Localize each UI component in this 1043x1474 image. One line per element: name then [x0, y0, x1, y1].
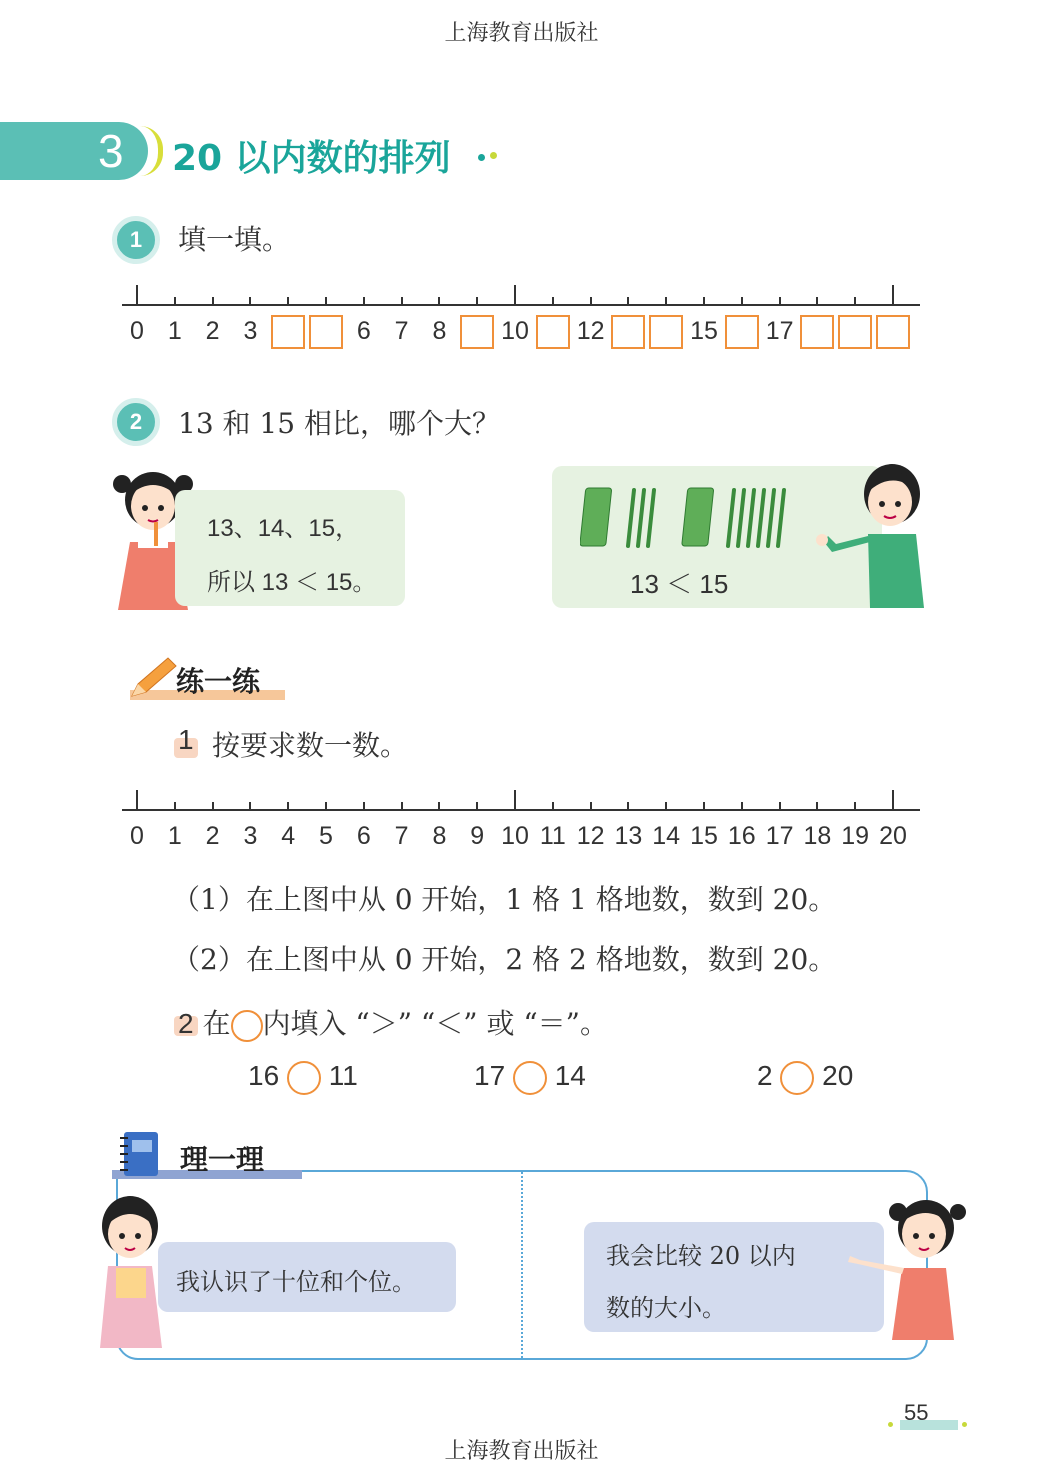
compare-blank-circle[interactable]: [780, 1061, 814, 1095]
compare-left: 16: [248, 1060, 280, 1091]
compare-row-1: [248, 1060, 358, 1095]
section-band: [0, 122, 148, 180]
number-line-label: 0: [130, 822, 144, 850]
number-line-tick: [136, 285, 138, 305]
number-line-label: 10: [501, 317, 529, 345]
number-line-tick: [665, 297, 667, 305]
item-badge-1: 1: [112, 216, 160, 264]
number-line-label: 17: [765, 317, 794, 345]
number-line-blank-box[interactable]: [536, 315, 570, 349]
compare-blank-circle[interactable]: [513, 1061, 547, 1095]
summary-divider: [521, 1172, 523, 1358]
publisher-header: 上海教育出版社: [444, 21, 599, 46]
number-line-label: 9: [470, 822, 485, 850]
publisher-footer: 上海教育出版社: [444, 1439, 599, 1464]
number-line-label: 4: [281, 822, 296, 850]
number-line-tick: [438, 802, 440, 810]
compare-right: 14: [554, 1060, 586, 1091]
number-line-tick: [703, 297, 705, 305]
q1-sub1: （1）在上图中从 0 开始，1 格 1 格地数，数到 20。: [172, 883, 837, 916]
sticks-bundle-illustration: [580, 486, 800, 550]
number-line-blank-box[interactable]: [649, 315, 683, 349]
title-dot-icon: [478, 154, 485, 161]
girl-summary-right-illustration: [842, 1190, 966, 1342]
girl-line-1: 13、14、15，: [207, 515, 360, 542]
compare-left: 17: [474, 1060, 506, 1091]
girl-line-2: 所以 13 ＜ 15。: [207, 569, 377, 596]
number-line-label: 19: [841, 822, 870, 850]
number-line-tick: [325, 802, 327, 810]
boy-pointing-illustration: [812, 460, 932, 610]
number-line-label: 13: [614, 822, 643, 850]
number-line-tick: [779, 297, 781, 305]
number-line-tick: [212, 297, 214, 305]
number-line-tick: [401, 802, 403, 810]
notebook-icon: [118, 1128, 162, 1178]
number-line-tick: [854, 297, 856, 305]
number-line-tick: [590, 297, 592, 305]
number-line-tick: [627, 802, 629, 810]
number-line-label: 12: [576, 822, 605, 850]
number-line-blank-box[interactable]: [271, 315, 305, 349]
q2-line: [178, 1002, 608, 1042]
number-line-label: 2: [205, 822, 220, 850]
number-line-label: 15: [690, 822, 718, 850]
section-title: 20 以内数的排列: [172, 138, 451, 179]
summary-left-bubble: [158, 1242, 456, 1312]
number-line-label: 12: [576, 317, 605, 345]
number-line-tick: [174, 297, 176, 305]
number-line-blank-box[interactable]: [838, 315, 872, 349]
number-line-tick: [703, 802, 705, 810]
compare-blank-circle[interactable]: [287, 1061, 321, 1095]
number-line-tick: [249, 297, 251, 305]
number-line-tick: [816, 297, 818, 305]
number-line-tick: [249, 802, 251, 810]
number-line-tick: [287, 297, 289, 305]
compare-row-3: [757, 1060, 853, 1095]
number-line-blank-box[interactable]: [725, 315, 759, 349]
girl-speech-bubble: [175, 490, 405, 606]
number-line-label: 8: [432, 822, 447, 850]
number-line-tick: [438, 297, 440, 305]
number-line-label: 3: [243, 317, 258, 345]
summary-title: 理一理: [180, 1143, 265, 1176]
number-line-tick: [476, 297, 478, 305]
number-line-tick: [514, 285, 516, 305]
number-line-tick: [363, 802, 365, 810]
number-line-tick: [287, 802, 289, 810]
number-line-blank-box[interactable]: [611, 315, 645, 349]
number-line-blank-box[interactable]: [876, 315, 910, 349]
number-line-label: 17: [765, 822, 794, 850]
number-line-tick: [136, 790, 138, 810]
practice-title: 练一练: [176, 665, 261, 698]
number-line-label: 15: [690, 317, 718, 345]
number-line-label: 14: [652, 822, 681, 850]
number-line-label: 11: [539, 822, 566, 850]
summary-right-line-2: 数的大小。: [606, 1294, 726, 1322]
section-arc: [140, 126, 163, 176]
page-number: 55: [904, 1400, 929, 1425]
q2-text-before: 在: [202, 1007, 231, 1040]
compare-left: 2: [757, 1060, 773, 1091]
q1-sub2: （2）在上图中从 0 开始，2 格 2 格地数，数到 20。: [172, 943, 837, 976]
section-number: 3: [98, 125, 124, 177]
number-line-label: 7: [394, 317, 409, 345]
q2-circle-icon: [231, 1010, 263, 1042]
compare-right: 11: [328, 1060, 358, 1091]
number-line-axis: [122, 304, 920, 306]
number-line-label: 10: [501, 822, 529, 850]
q2-text-after: 内填入 “＞” “＜” 或 “＝”。: [262, 1007, 608, 1040]
q1-number: 1: [178, 724, 194, 755]
number-line-label: 1: [167, 317, 182, 345]
page-dot-icon: [888, 1422, 893, 1427]
number-line-tick: [892, 790, 894, 810]
number-line-label: 20: [879, 822, 907, 850]
number-line-label: 18: [803, 822, 832, 850]
number-line-label: 5: [319, 822, 333, 850]
number-line-tick: [627, 297, 629, 305]
boy-text: 13 ＜ 15: [630, 569, 729, 599]
number-line-tick: [892, 285, 894, 305]
number-line-1: [122, 285, 922, 355]
q1-text: 按要求数一数。: [212, 729, 409, 762]
number-line-label: 16: [727, 822, 756, 850]
item2-text: 13 和 15 相比，哪个大？: [178, 407, 500, 440]
number-line-label: 1: [167, 822, 182, 850]
summary-right-line-1: 我会比较 20 以内: [606, 1242, 796, 1270]
number-line-blank-box[interactable]: [309, 315, 343, 349]
number-line-tick: [552, 802, 554, 810]
number-line-tick: [665, 802, 667, 810]
number-line-label: 7: [394, 822, 409, 850]
number-line-tick: [476, 802, 478, 810]
summary-right-bubble: [584, 1222, 884, 1332]
number-line-label: 8: [432, 317, 447, 345]
number-line-label: 3: [243, 822, 258, 850]
number-line-axis: [122, 809, 920, 811]
number-line-2: [122, 790, 922, 860]
page-dot-icon: [962, 1422, 967, 1427]
item1-text: 填一填。: [178, 223, 291, 256]
number-line-tick: [174, 802, 176, 810]
number-line-tick: [779, 802, 781, 810]
number-line-tick: [816, 802, 818, 810]
number-line-tick: [590, 802, 592, 810]
compare-right: 20: [822, 1060, 854, 1091]
title-dot-icon: [490, 152, 497, 159]
number-line-tick: [741, 297, 743, 305]
number-line-label: 6: [356, 822, 371, 850]
number-line-label: 2: [205, 317, 220, 345]
number-line-label: 0: [130, 317, 144, 345]
q2-number: 2: [178, 1008, 194, 1039]
compare-row-2: [474, 1060, 586, 1095]
number-line-blank-box[interactable]: [460, 315, 494, 349]
number-line-label: 6: [356, 317, 371, 345]
number-line-tick: [741, 802, 743, 810]
number-line-tick: [363, 297, 365, 305]
item-badge-2: 2: [112, 398, 160, 446]
number-line-tick: [514, 790, 516, 810]
number-line-tick: [854, 802, 856, 810]
number-line-blank-box[interactable]: [800, 315, 834, 349]
number-line-tick: [552, 297, 554, 305]
number-line-tick: [212, 802, 214, 810]
number-line-tick: [401, 297, 403, 305]
summary-left-text: 我认识了十位和个位。: [176, 1268, 416, 1296]
number-line-tick: [325, 297, 327, 305]
